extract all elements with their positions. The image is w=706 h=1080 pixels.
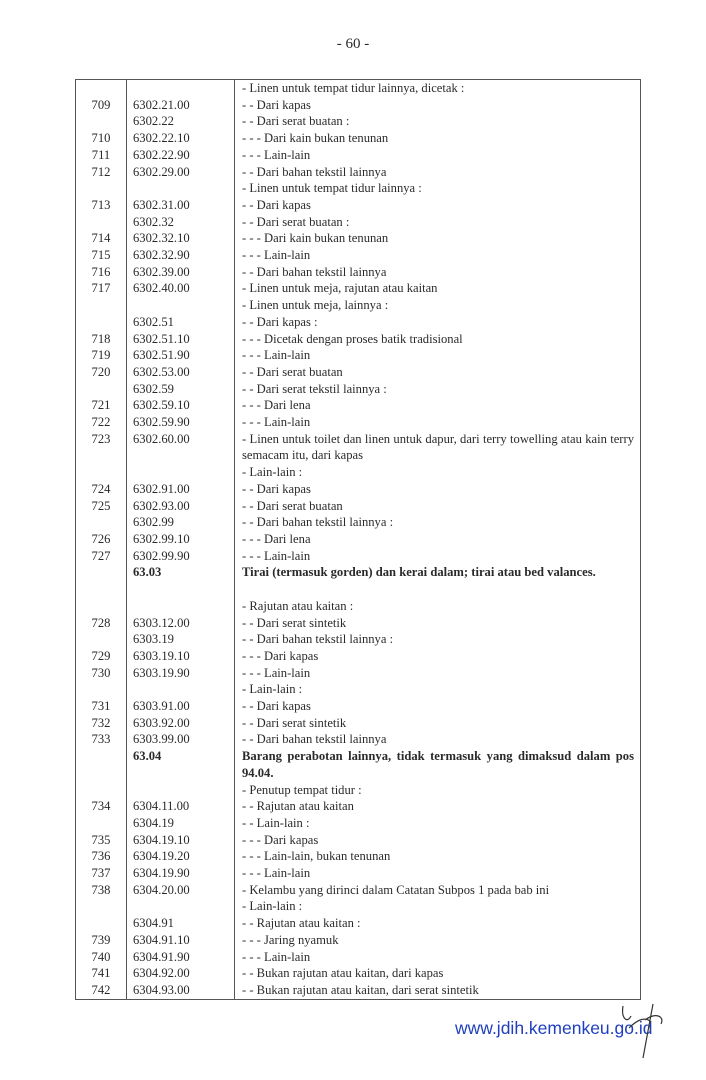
description: - - - Lain-lain — [242, 348, 311, 363]
signature-mark — [615, 998, 675, 1068]
table-row — [76, 80, 641, 97]
description: - Linen untuk toilet dan linen untuk dapur, dari terry towelling atau kain terry semacam itu, dari kapas — [242, 431, 634, 463]
hs-code: 6302.32 — [127, 214, 235, 231]
row-number: 740 — [76, 949, 127, 966]
hs-code: 6303.99.00 — [127, 731, 235, 748]
hs-code: 6303.19.10 — [127, 648, 235, 665]
description: - - - Lain-lain — [242, 415, 311, 430]
description: - - Dari serat sintetik — [242, 615, 347, 630]
table-row — [76, 381, 641, 398]
table-row — [76, 164, 641, 181]
table-row — [76, 815, 641, 832]
row-number: 717 — [76, 280, 127, 297]
hs-code — [127, 681, 235, 698]
description: Tirai (termasuk gorden) dan kerai dalam; tirai atau bed valances. — [242, 565, 596, 580]
hs-code: 6304.92.00 — [127, 965, 235, 982]
description: - - - Lain-lain — [242, 665, 311, 680]
row-number: 734 — [76, 798, 127, 815]
description: - Linen untuk tempat tidur lainnya : — [242, 181, 422, 196]
table-row — [76, 715, 641, 732]
row-number: 737 — [76, 865, 127, 882]
table-row — [76, 932, 641, 949]
table-row — [76, 97, 641, 114]
description: - - Dari serat buatan : — [242, 214, 350, 229]
tariff-table — [75, 79, 641, 1000]
description: - - Dari kapas : — [242, 314, 318, 329]
description: - Linen untuk meja, lainnya : — [242, 298, 389, 313]
hs-code: 6302.59.10 — [127, 397, 235, 414]
row-number: 733 — [76, 731, 127, 748]
description: - Lain-lain : — [242, 465, 303, 480]
table-row — [76, 280, 641, 297]
table-row — [76, 331, 641, 348]
table-row — [76, 848, 641, 865]
hs-code: 6304.91 — [127, 915, 235, 932]
description: - - Dari serat buatan — [242, 364, 343, 379]
row-number — [76, 898, 127, 915]
row-number — [76, 915, 127, 932]
description: - - - Dari kapas — [242, 832, 319, 847]
description: - - Bukan rajutan atau kaitan, dari kapas — [242, 966, 444, 981]
row-number: 739 — [76, 932, 127, 949]
description: - - Dari kapas — [242, 699, 311, 714]
hs-code: 6304.11.00 — [127, 798, 235, 815]
table-row — [76, 314, 641, 331]
hs-code: 6304.19.20 — [127, 848, 235, 865]
description: - - - Dari lena — [242, 398, 311, 413]
hs-code: 6302.22.10 — [127, 130, 235, 147]
description: - - Dari serat tekstil lainnya : — [242, 381, 387, 396]
row-number: 736 — [76, 848, 127, 865]
hs-code: 6302.51.10 — [127, 331, 235, 348]
row-number: 719 — [76, 347, 127, 364]
hs-code: 6302.99 — [127, 514, 235, 531]
row-number — [76, 80, 127, 97]
row-number — [76, 180, 127, 197]
hs-code: 6304.93.00 — [127, 982, 235, 999]
hs-code: 6302.60.00 — [127, 431, 235, 464]
table-row — [76, 982, 641, 999]
table-row — [76, 414, 641, 431]
description: - - - Dari kain bukan tenunan — [242, 131, 389, 146]
hs-code: 6302.29.00 — [127, 164, 235, 181]
hs-code: 6302.22.90 — [127, 147, 235, 164]
table-row — [76, 130, 641, 147]
row-number: 730 — [76, 665, 127, 682]
row-number: 735 — [76, 832, 127, 849]
footer-url[interactable]: www.jdih.kemenkeu.go.id — [455, 1018, 653, 1038]
hs-code: 6304.91.10 — [127, 932, 235, 949]
table-row — [76, 364, 641, 381]
table-row — [76, 113, 641, 130]
description: - Rajutan atau kaitan : — [242, 598, 354, 613]
hs-code: 6302.59.90 — [127, 414, 235, 431]
hs-code — [127, 598, 235, 615]
row-number: 721 — [76, 397, 127, 414]
row-number — [76, 214, 127, 231]
page-number: - 60 - — [336, 36, 370, 52]
hs-code: 6302.91.00 — [127, 481, 235, 498]
hs-code: 6302.40.00 — [127, 280, 235, 297]
description: Barang perabotan lainnya, tidak termasuk yang dimaksud dalam pos 94.04. — [242, 749, 634, 780]
description: - Linen untuk tempat tidur lainnya, dicetak : — [242, 81, 465, 95]
description: - - Dari kapas — [242, 197, 311, 212]
description: - - - Lain-lain — [242, 248, 311, 263]
description: - - Dari serat buatan — [242, 498, 343, 513]
description: - - - Dari kapas — [242, 648, 319, 663]
row-number: 731 — [76, 698, 127, 715]
description: - - Dari bahan tekstil lainnya — [242, 164, 387, 179]
row-number: 728 — [76, 615, 127, 632]
hs-code: 6302.53.00 — [127, 364, 235, 381]
description: - - Lain-lain : — [242, 815, 310, 830]
description: - Linen untuk meja, rajutan atau kaitan — [242, 281, 438, 296]
row-number — [76, 815, 127, 832]
hs-code: 63.04 — [127, 748, 235, 781]
hs-code: 6302.93.00 — [127, 498, 235, 515]
row-number: 723 — [76, 431, 127, 464]
row-number — [76, 681, 127, 698]
row-number — [76, 782, 127, 799]
row-number — [76, 381, 127, 398]
table-row — [76, 464, 641, 481]
table-row — [76, 481, 641, 498]
table-row — [76, 798, 641, 815]
table-row — [76, 347, 641, 364]
table-row — [76, 865, 641, 882]
hs-code: 6303.92.00 — [127, 715, 235, 732]
hs-code: 6302.32.90 — [127, 247, 235, 264]
hs-code: 6302.59 — [127, 381, 235, 398]
row-number: 732 — [76, 715, 127, 732]
description: - - - Lain-lain — [242, 548, 311, 563]
description: - - Dari bahan tekstil lainnya : — [242, 632, 394, 647]
table-row — [76, 247, 641, 264]
row-number: 718 — [76, 331, 127, 348]
row-number: 722 — [76, 414, 127, 431]
hs-code: 6304.19 — [127, 815, 235, 832]
hs-code — [127, 80, 235, 97]
row-number: 711 — [76, 147, 127, 164]
table-row — [76, 681, 641, 698]
row-number — [76, 514, 127, 531]
table-row — [76, 898, 641, 915]
description: - Kelambu yang dirinci dalam Catatan Subpos 1 pada bab ini — [242, 882, 550, 897]
row-number: 713 — [76, 197, 127, 214]
row-number: 714 — [76, 230, 127, 247]
table-row — [76, 698, 641, 715]
table-row — [76, 147, 641, 164]
row-number — [76, 598, 127, 615]
description: - - Dari kapas — [242, 97, 311, 112]
table-row — [76, 180, 641, 197]
table-row — [76, 882, 641, 899]
description: - - Dari serat buatan : — [242, 114, 350, 129]
row-number: 742 — [76, 982, 127, 999]
row-number — [76, 564, 127, 581]
hs-code: 6303.12.00 — [127, 615, 235, 632]
description: - - - Jaring nyamuk — [242, 932, 339, 947]
hs-code — [127, 180, 235, 197]
description: - Penutup tempat tidur : — [242, 782, 362, 797]
hs-code — [127, 464, 235, 481]
hs-code: 6303.91.00 — [127, 698, 235, 715]
row-number: 729 — [76, 648, 127, 665]
table-row — [76, 581, 641, 598]
table-row — [76, 514, 641, 531]
table-row — [76, 949, 641, 966]
table-row — [76, 915, 641, 932]
row-number: 738 — [76, 882, 127, 899]
hs-code: 6302.99.10 — [127, 531, 235, 548]
description: - Lain-lain : — [242, 899, 303, 914]
description: - - - Dicetak dengan proses batik tradisional — [242, 331, 463, 346]
row-number — [76, 314, 127, 331]
row-number: 724 — [76, 481, 127, 498]
table-row — [76, 782, 641, 799]
description: - - Rajutan atau kaitan : — [242, 916, 361, 931]
table-row — [76, 498, 641, 515]
hs-code: 6304.19.90 — [127, 865, 235, 882]
hs-code: 6304.91.90 — [127, 949, 235, 966]
table-row — [76, 214, 641, 231]
hs-code — [127, 581, 235, 598]
hs-code: 6302.51.90 — [127, 347, 235, 364]
hs-code — [127, 782, 235, 799]
hs-code: 6304.19.10 — [127, 832, 235, 849]
table-row — [76, 665, 641, 682]
hs-code: 6302.22 — [127, 113, 235, 130]
hs-code: 6302.31.00 — [127, 197, 235, 214]
row-number — [76, 631, 127, 648]
hs-code — [127, 898, 235, 915]
row-number — [76, 581, 127, 598]
row-number: 709 — [76, 97, 127, 114]
description: - - - Lain-lain — [242, 949, 311, 964]
description: - - - Lain-lain — [242, 866, 311, 881]
description: - - Rajutan atau kaitan — [242, 799, 354, 814]
table-row — [76, 564, 641, 581]
row-number — [76, 464, 127, 481]
hs-code: 63.03 — [127, 564, 235, 581]
description — [235, 581, 641, 598]
description: - - Dari bahan tekstil lainnya — [242, 264, 387, 279]
table-row — [76, 431, 641, 464]
description: - Lain-lain : — [242, 682, 303, 697]
row-number: 726 — [76, 531, 127, 548]
hs-code: 6303.19.90 — [127, 665, 235, 682]
hs-code: 6302.39.00 — [127, 264, 235, 281]
row-number: 727 — [76, 548, 127, 565]
hs-code: 6302.51 — [127, 314, 235, 331]
table-row — [76, 648, 641, 665]
table-row — [76, 748, 641, 781]
table-row — [76, 631, 641, 648]
description: - - - Lain-lain, bukan tenunan — [242, 849, 391, 864]
description: - - Dari kapas — [242, 481, 311, 496]
table-row — [76, 230, 641, 247]
table-row — [76, 297, 641, 314]
description: - - Dari bahan tekstil lainnya — [242, 732, 387, 747]
hs-code: 6304.20.00 — [127, 882, 235, 899]
row-number — [76, 297, 127, 314]
table-row — [76, 548, 641, 565]
row-number — [76, 748, 127, 781]
table-row — [76, 197, 641, 214]
table-row — [76, 264, 641, 281]
description: - - - Dari lena — [242, 531, 311, 546]
description: - - Bukan rajutan atau kaitan, dari serat sintetik — [242, 982, 479, 997]
hs-code: 6302.99.90 — [127, 548, 235, 565]
row-number: 741 — [76, 965, 127, 982]
table-row — [76, 731, 641, 748]
table-row — [76, 598, 641, 615]
hs-code: 6303.19 — [127, 631, 235, 648]
row-number: 710 — [76, 130, 127, 147]
description: - - - Dari kain bukan tenunan — [242, 231, 389, 246]
table-row — [76, 832, 641, 849]
table-row — [76, 397, 641, 414]
row-number: 712 — [76, 164, 127, 181]
description: - - - Lain-lain — [242, 147, 311, 162]
table-row — [76, 965, 641, 982]
row-number: 716 — [76, 264, 127, 281]
table-row — [76, 615, 641, 632]
row-number: 715 — [76, 247, 127, 264]
hs-code: 6302.21.00 — [127, 97, 235, 114]
row-number: 725 — [76, 498, 127, 515]
description: - - Dari serat sintetik — [242, 715, 347, 730]
table-row — [76, 531, 641, 548]
row-number — [76, 113, 127, 130]
description: - - Dari bahan tekstil lainnya : — [242, 515, 394, 530]
hs-code: 6302.32.10 — [127, 230, 235, 247]
row-number: 720 — [76, 364, 127, 381]
hs-code — [127, 297, 235, 314]
